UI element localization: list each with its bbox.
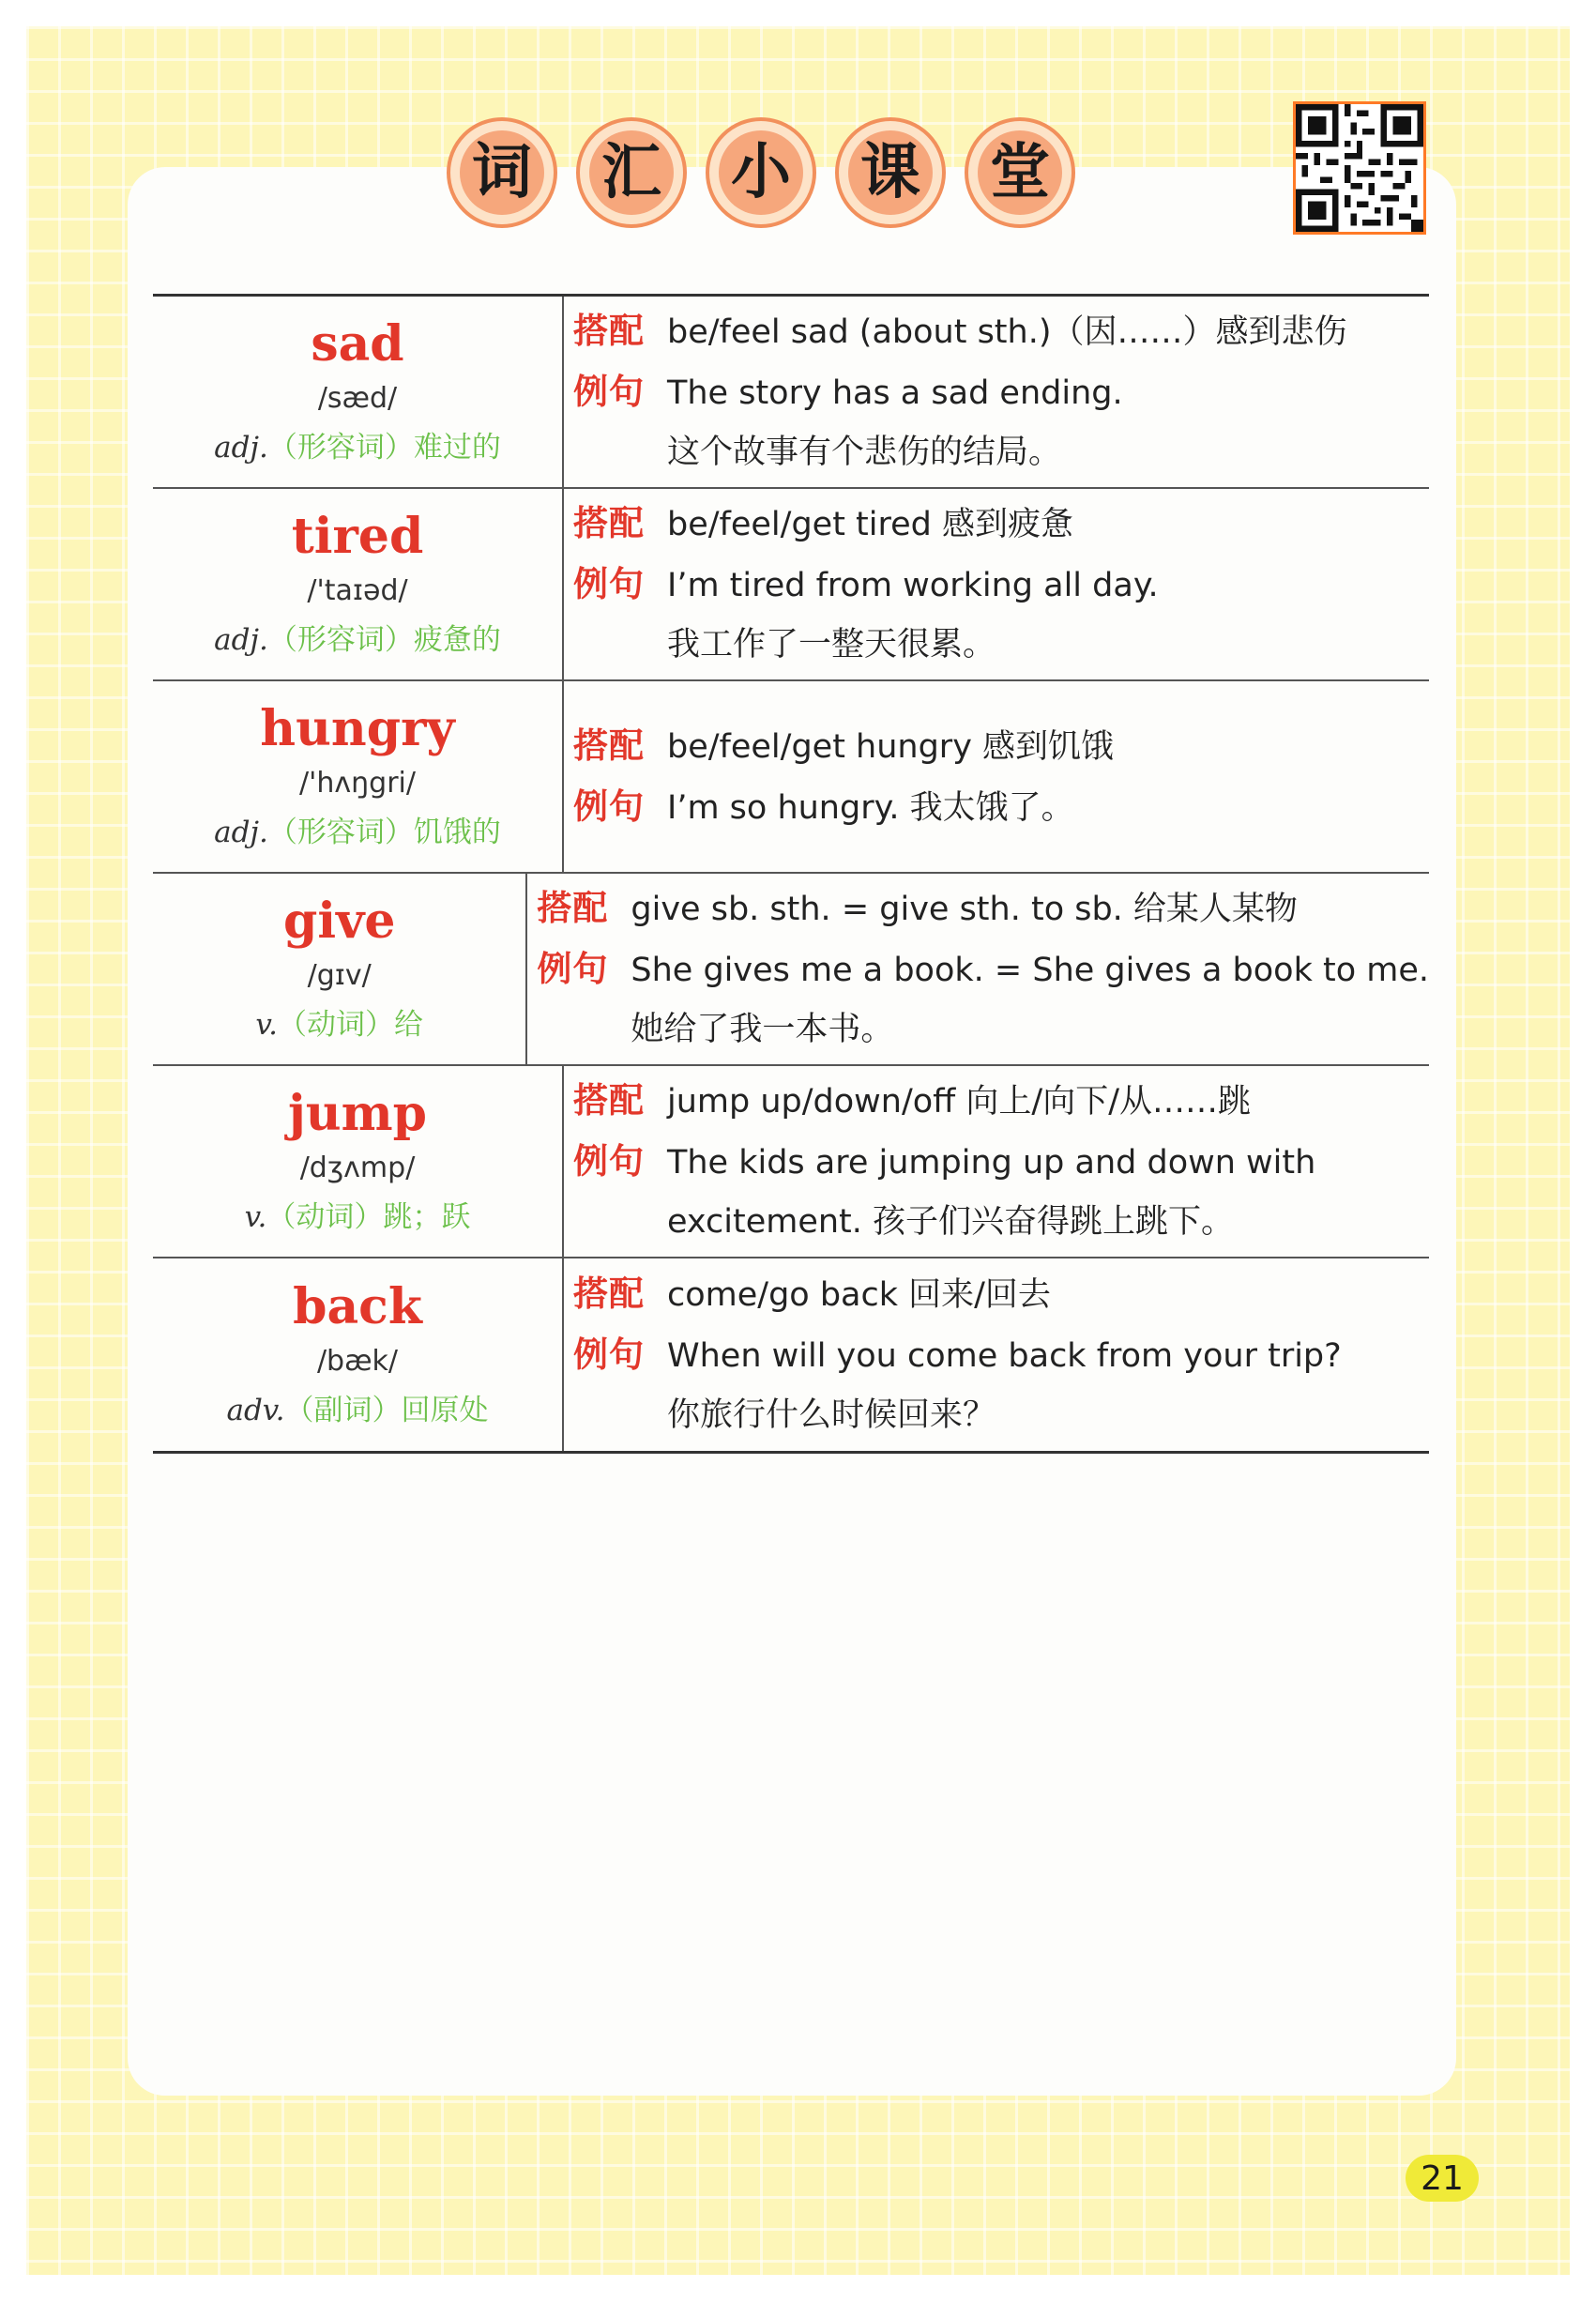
- vocab-entry-tired: [153, 489, 1429, 681]
- collocation-tag: 搭配: [537, 888, 609, 928]
- example-row: [573, 1132, 1429, 1193]
- vocab-entry-jump: [153, 1066, 1429, 1258]
- example-text-continued: excitement. 孩子们兴奋得跳上跳下。: [667, 1203, 1235, 1241]
- word-cell: [153, 1258, 564, 1451]
- collocation-row: [573, 1071, 1429, 1132]
- headword: give: [282, 892, 396, 950]
- example-translation: 你旅行什么时候回来？: [667, 1396, 996, 1434]
- part-of-speech: [255, 1004, 423, 1045]
- title-char-1: [447, 117, 557, 228]
- word-cell: [153, 1066, 564, 1257]
- headword: tired: [291, 507, 424, 565]
- collocation-row: [573, 1264, 1429, 1325]
- collocation-text: be/feel sad (about sth.)（因……）感到悲伤: [667, 313, 1347, 351]
- title-char-text: 汇: [601, 138, 661, 207]
- detail-cell: [527, 874, 1429, 1064]
- example-translation: 这个故事有个悲伤的结局。: [667, 434, 1062, 471]
- word-cell: [153, 874, 527, 1064]
- collocation-tag: 搭配: [573, 503, 645, 543]
- example-text: The story has a sad ending.: [667, 374, 1123, 412]
- collocation-row: [573, 301, 1429, 362]
- collocation-text: jump up/down/off 向上/向下/从……跳: [667, 1083, 1252, 1121]
- title-char-text: 课: [860, 138, 920, 207]
- title-char-text: 词: [472, 138, 532, 207]
- phonetic: /'hʌŋgri/: [299, 766, 416, 800]
- headword: sad: [311, 314, 404, 373]
- example-row: [573, 1193, 1429, 1252]
- phonetic: /bæk/: [316, 1344, 399, 1378]
- example-text: She gives me a book. = She gives a book to me.: [631, 952, 1429, 989]
- example-row: [573, 555, 1429, 616]
- example-tag: 例句: [537, 949, 609, 989]
- headword: hungry: [260, 699, 455, 757]
- example-row: [573, 1386, 1429, 1445]
- title-char-2: [576, 117, 687, 228]
- part-of-speech: [214, 812, 501, 853]
- pos-abbreviation: adj.: [214, 430, 268, 465]
- pos-abbreviation: v.: [255, 1007, 279, 1042]
- pos-abbreviation: adv.: [226, 1393, 285, 1427]
- pos-abbreviation: adj.: [214, 622, 268, 657]
- vocab-entry-give: [153, 874, 1429, 1066]
- vocabulary-table: [153, 294, 1429, 1454]
- title-char-4: [835, 117, 946, 228]
- pos-chinese: （动词）给: [278, 1007, 424, 1042]
- collocation-text: be/feel/get hungry 感到饥饿: [667, 727, 1115, 766]
- collocation-tag: 搭配: [573, 1080, 645, 1121]
- example-translation: 我工作了一整天很累。: [667, 626, 996, 663]
- detail-cell: [564, 297, 1429, 487]
- word-cell: [153, 681, 564, 872]
- vocab-entry-sad: [153, 297, 1429, 489]
- phonetic: /dʒʌmp/: [299, 1151, 416, 1184]
- example-text: The kids are jumping up and down with: [667, 1144, 1316, 1182]
- collocation-text: come/go back 回来/回去: [667, 1276, 1051, 1314]
- example-row: [573, 616, 1429, 675]
- phonetic: /'taɪəd/: [307, 573, 408, 607]
- vocab-entry-back: [153, 1258, 1429, 1451]
- pos-abbreviation: v.: [244, 1199, 267, 1234]
- example-tag: 例句: [573, 785, 645, 827]
- example-row: [573, 1325, 1429, 1386]
- title-char-text: 小: [731, 138, 791, 207]
- collocation-tag: 搭配: [573, 1274, 645, 1314]
- part-of-speech: [214, 619, 501, 661]
- detail-cell: [564, 1258, 1429, 1451]
- vocab-entry-hungry: [153, 681, 1429, 874]
- page-number: 21: [1406, 2155, 1479, 2202]
- example-row: [573, 423, 1429, 482]
- pos-chinese: （副词）回原处: [284, 1393, 489, 1427]
- detail-cell: [564, 1066, 1429, 1257]
- example-row: [537, 1000, 1429, 1060]
- example-text: I’m so hungry. 我太饿了。: [667, 788, 1074, 827]
- collocation-row: [573, 494, 1429, 555]
- collocation-row: [573, 716, 1429, 777]
- qr-code-icon[interactable]: [1293, 101, 1426, 235]
- collocation-tag: 搭配: [573, 311, 645, 351]
- part-of-speech: [245, 1197, 471, 1238]
- example-row: [573, 362, 1429, 423]
- collocation-text: give sb. sth. = give sth. to sb. 给某人某物: [631, 891, 1298, 928]
- headword: jump: [287, 1084, 427, 1142]
- title-char-text: 堂: [990, 138, 1050, 207]
- part-of-speech: [214, 427, 501, 468]
- detail-cell: [564, 489, 1429, 679]
- title-char-5: [965, 117, 1075, 228]
- headword: back: [293, 1277, 422, 1335]
- pos-chinese: （形容词）难过的: [267, 430, 501, 465]
- example-tag: 例句: [573, 1335, 645, 1375]
- pos-abbreviation: adj.: [214, 815, 268, 849]
- example-translation: 她给了我一本书。: [631, 1011, 894, 1048]
- example-row: [573, 777, 1429, 838]
- example-text: I’m tired from working all day.: [667, 567, 1159, 604]
- example-tag: 例句: [573, 564, 645, 604]
- example-tag: 例句: [573, 372, 645, 412]
- title-char-3: [706, 117, 816, 228]
- pos-chinese: （形容词）饥饿的: [267, 815, 501, 849]
- pos-chinese: （动词）跳；跃: [266, 1199, 471, 1234]
- part-of-speech: [226, 1390, 488, 1431]
- collocation-text: be/feel/get tired 感到疲惫: [667, 506, 1073, 543]
- collocation-row: [537, 878, 1429, 939]
- example-text: When will you come back from your trip?: [667, 1337, 1342, 1375]
- collocation-tag: 搭配: [573, 724, 645, 766]
- detail-cell: [564, 681, 1429, 872]
- example-tag: 例句: [573, 1141, 645, 1182]
- word-cell: [153, 489, 564, 679]
- example-row: [537, 939, 1429, 1000]
- pos-chinese: （形容词）疲惫的: [267, 622, 501, 657]
- phonetic: /sæd/: [317, 381, 398, 415]
- word-cell: [153, 297, 564, 487]
- phonetic: /gɪv/: [307, 958, 372, 992]
